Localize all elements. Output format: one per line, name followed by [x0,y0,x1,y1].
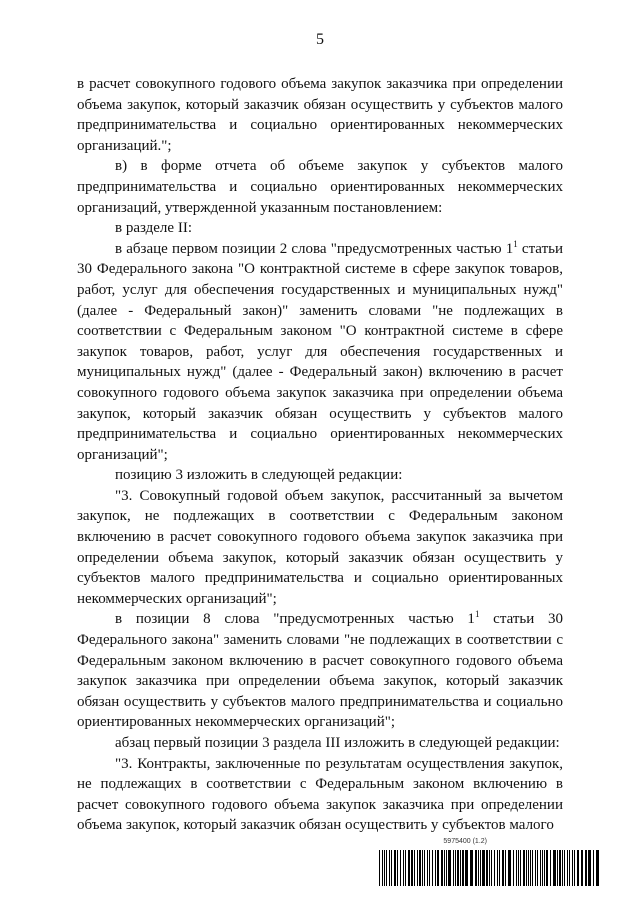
paragraph-text: абзац первый позиции 3 раздела III изложить в следующей редакции: [115,735,560,751]
paragraph [77,156,563,218]
superscript: 1 [474,609,480,620]
paragraph [77,465,563,486]
paragraph [77,218,563,239]
barcode-code: 5975400 (1.2) [443,838,487,845]
paragraph [77,74,563,156]
paragraph [77,609,563,733]
document-body [77,74,563,836]
paragraph-text: в) в форме отчета об объеме закупок у субъектов малого предпринимательства и социально ориентированных некоммерческих организаций, утвержденной указанным постановлением: [77,158,563,216]
paragraph-text: в разделе II: [115,220,192,237]
paragraph-text: в расчет совокупного годового объема закупок заказчика при определении объема закупок, который заказчик обязан осуществить у субъектов малого предпринимательства и социально ориентированных некоммерческих организаций."; [77,76,563,154]
barcode-icon [379,850,599,886]
paragraph [77,754,563,836]
paragraph [77,239,563,466]
paragraph-text: "3. Совокупный годовой объем закупок, рассчитанный за вычетом закупок, не подлежащих в соответствии с Федеральным законом включению в расчет совокупного годового объема закупок заказчика при определении объема закупок, который заказчик обязан осуществить у субъектов малого предпринимательства и социально ориентированных некоммерческих организаций"; [77,487,563,607]
superscript: 1 [513,238,518,249]
barcode-block [379,837,599,887]
paragraph [77,486,563,610]
paragraph-text: статьи 30 Федерального закона" заменить словами "не подлежащих в соответствии с Федеральным законом включению в расчет совокупного годового объема закупок заказчика при определении объема закупок, который заказчик обязан осуществить у субъектов малого предпринимательства и социально ориентированных некоммерческих организаций"; [77,611,563,731]
paragraph-text: позицию 3 изложить в следующей редакции: [115,467,403,484]
paragraph-text: статьи 30 Федерального закона "О контрактной системе в сфере закупок товаров, работ, услуг для обеспечения государственных и муниципальных нужд" (далее - Федеральный закон)" заменить словами "не подлежащих в соответствии с Федеральным законом "О контрактной системе в сфере закупок товаров, работ, услуг для обеспечения государственных и муниципальных нужд" (далее - Федеральный закон) включению в расчет совокупного годового объема закупок заказчика при определении объема закупок, который заказчик обязан осуществить у субъектов малого предпринимательства и социально ориентированных некоммерческих организаций"; [77,240,564,463]
paragraph-text: в позиции 8 слова "предусмотренных частью 1 [115,611,475,628]
paragraph-text: "3. Контракты, заключенные по результатам осуществления закупок, не подлежащих в соответствии с Федеральным законом включению в расчет совокупного годового объема закупок заказчика при определении объема закупок, который заказчик обязан осуществить у субъектов малого [77,755,563,834]
page-number: 5 [316,31,324,48]
paragraph [77,733,563,754]
paragraph-text: в абзаце первом позиции 2 слова "предусмотренных частью 1 [115,240,514,257]
